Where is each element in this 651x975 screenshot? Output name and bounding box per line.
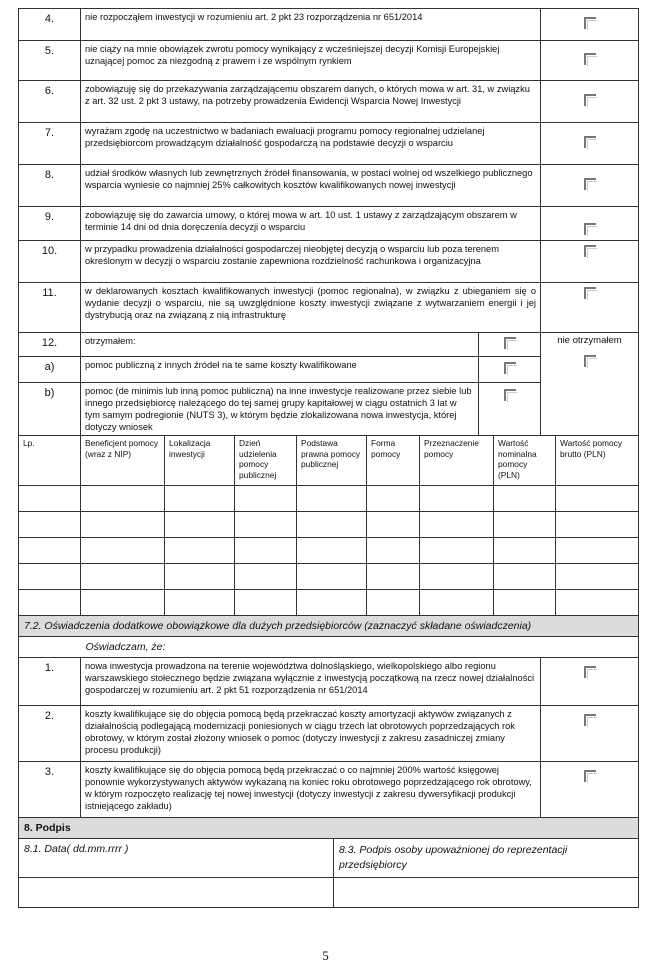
- aid-table-cell[interactable]: [19, 564, 81, 590]
- row-number: a): [19, 357, 81, 383]
- aid-table-cell[interactable]: [81, 590, 165, 616]
- declaration-row: [19, 165, 639, 207]
- aid-table-cell[interactable]: [494, 590, 556, 616]
- checkbox-icon: [584, 94, 596, 106]
- form-page: [18, 8, 638, 908]
- row-text: koszty kwalifikujące się do objęcia pomocą będą przekraczać koszty amortyzacji aktywów związanych z działalnością podlegającą modernizacji poniesionych w ciągu trzech lat obrotowych poprzedzających rok obrotowy, w którym został złożony wniosek o pomoc (dotyczy inwestycji z zakresu zasadniczej zmiany procesu produkcji): [81, 706, 541, 762]
- aid-table-cell[interactable]: [297, 538, 367, 564]
- not-received-checkbox[interactable]: [545, 355, 634, 370]
- row-text: otrzymałem:: [81, 333, 479, 357]
- row-text: nowa inwestycja prowadzona na terenie województwa dolnośląskiego, wielkopolskiego albo regionu warszawskiego stołecznego będzie związana wyłącznie z inwestycją początkową na rzecz nowej działalności gospodarczej w rozumieniu art. 2 pkt 51 rozporządzenia nr 651/2014: [81, 658, 541, 706]
- signature-label: 8.3. Podpis osoby upoważnionej do reprezentacji przedsiębiorcy: [334, 839, 639, 878]
- row-text: w przypadku prowadzenia działalności gospodarczej nieobjętej decyzją o wsparciu lub poza terenem określonym w decyzji o wsparciu zostanie zapewniona rozdzielność rachunkowa i organizacyjna: [81, 241, 541, 283]
- not-received-cell: [541, 333, 639, 436]
- aid-table-row: [19, 486, 639, 512]
- aid-table-cell[interactable]: [297, 564, 367, 590]
- aid-table-cell[interactable]: [19, 512, 81, 538]
- row-text: udział środków własnych lub zewnętrznych źródeł finansowania, w postaci wolnej od wszelkiego publicznego wsparcia wyniesie co najmniej 25% całkowitych kosztów kwalifikowanych nowej inwestycji: [81, 165, 541, 207]
- declaration-checkbox[interactable]: [541, 123, 639, 165]
- row-number: b): [19, 383, 81, 436]
- aid-table-row: [19, 590, 639, 616]
- checkbox-icon: [584, 223, 596, 235]
- aid-table-cell[interactable]: [235, 512, 297, 538]
- declaration-checkbox[interactable]: [541, 81, 639, 123]
- checkbox-icon: [584, 17, 596, 29]
- declaration-checkbox[interactable]: [541, 9, 639, 41]
- row-number: 10.: [19, 241, 81, 283]
- date-field[interactable]: [19, 878, 334, 908]
- row-text: pomoc (de minimis lub inną pomoc publiczną) na inne inwestycje realizowane przez siebie lub innego przedsiębiorcę należącego do tej samej grupy kapitałowej w ciągu ostatnich 3 lat w tym samym podregionie (NUTS 3), w którym będzie zlokalizowana nowa inwestycja, której dotyczy wniosek: [81, 383, 479, 436]
- aid-table-cell[interactable]: [494, 564, 556, 590]
- aid-table-cell[interactable]: [81, 512, 165, 538]
- aid-table-cell[interactable]: [420, 486, 494, 512]
- aid-table-cell[interactable]: [494, 486, 556, 512]
- aid-column-header: Podstawa prawna pomocy publicznej: [297, 436, 367, 486]
- row-number: 8.: [19, 165, 81, 207]
- row-number: 12.: [19, 333, 81, 357]
- row-text: nie rozpocząłem inwestycji w rozumieniu art. 2 pkt 23 rozporządzenia nr 651/2014: [81, 9, 541, 41]
- checkbox-icon: [584, 666, 596, 678]
- row-number: 1.: [19, 658, 81, 706]
- aid-table-cell[interactable]: [165, 538, 235, 564]
- row-number: 5.: [19, 41, 81, 81]
- checkbox-icon: [584, 355, 596, 367]
- aid-table-row: [19, 564, 639, 590]
- aid-table-cell[interactable]: [556, 486, 639, 512]
- declaration-row: [19, 283, 639, 333]
- aid-table-cell[interactable]: [494, 512, 556, 538]
- page-number: 5: [322, 948, 329, 963]
- declaration-checkbox[interactable]: [541, 41, 639, 81]
- declaration-row: [19, 241, 639, 283]
- aid-column-header: Forma pomocy: [367, 436, 420, 486]
- aid-table-cell[interactable]: [19, 538, 81, 564]
- row-number: 2.: [19, 706, 81, 762]
- declaration-checkbox[interactable]: [541, 283, 639, 333]
- declaration-checkbox[interactable]: [541, 762, 639, 818]
- row-text: zobowiązuję się do zawarcia umowy, o której mowa w art. 10 ust. 1 ustawy z zarządzającym obszarem w terminie 14 dni od dnia doręczenia decyzji o wsparciu: [81, 207, 541, 241]
- received-checkbox[interactable]: [479, 333, 541, 357]
- signature-table: [18, 817, 639, 908]
- aid-table-cell[interactable]: [235, 564, 297, 590]
- declaration-row: [19, 123, 639, 165]
- aid-table-cell[interactable]: [367, 512, 420, 538]
- aid-column-header: Beneficjent pomocy (wraz z NIP): [81, 436, 165, 486]
- declaration-checkbox[interactable]: [541, 165, 639, 207]
- date-label: 8.1. Data( dd.mm.rrrr ): [19, 839, 334, 878]
- row-b-checkbox[interactable]: [479, 383, 541, 436]
- aid-table-cell[interactable]: [235, 538, 297, 564]
- aid-table-cell[interactable]: [81, 486, 165, 512]
- row-number: 7.: [19, 123, 81, 165]
- row-number: 9.: [19, 207, 81, 241]
- aid-table-cell[interactable]: [494, 538, 556, 564]
- section-intro: Oświadczam, że:: [81, 637, 639, 658]
- aid-table-cell[interactable]: [420, 564, 494, 590]
- declaration-row: [19, 207, 639, 241]
- aid-table-cell[interactable]: [297, 590, 367, 616]
- checkbox-icon: [584, 53, 596, 65]
- aid-table-cell[interactable]: [556, 538, 639, 564]
- aid-table-cell[interactable]: [235, 486, 297, 512]
- aid-table-cell[interactable]: [297, 486, 367, 512]
- declaration-row: [19, 9, 639, 41]
- not-received-label: nie otrzymałem: [557, 335, 622, 346]
- row-text: wyrażam zgodę na uczestnictwo w badaniach ewaluacji programu pomocy regionalnej udzielanej przedsiębiorcom prowadzącym działalność gospodarczą na podstawie decyzji o wsparciu: [81, 123, 541, 165]
- aid-table-cell[interactable]: [297, 512, 367, 538]
- aid-table-cell[interactable]: [19, 486, 81, 512]
- section-title: 7.2. Oświadczenia dodatkowe obowiązkowe dla dużych przedsiębiorców (zaznaczyć składane oświadczenia): [19, 616, 639, 637]
- aid-column-header: Przeznaczenie pomocy: [420, 436, 494, 486]
- row-text: nie ciąży na mnie obowiązek zwrotu pomocy wynikający z wcześniejszej decyzji Komisji Europejskiej uznającej pomoc za niezgodną z prawem i ze wspólnym rynkiem: [81, 41, 541, 81]
- row-number: 4.: [19, 9, 81, 41]
- aid-table-cell[interactable]: [367, 590, 420, 616]
- aid-table-cell[interactable]: [420, 590, 494, 616]
- section-7-2-table: [18, 615, 639, 818]
- checkbox-icon: [584, 178, 596, 190]
- aid-table-row: [19, 538, 639, 564]
- aid-table-cell[interactable]: [81, 564, 165, 590]
- declaration-checkbox[interactable]: [541, 706, 639, 762]
- declaration-checkbox[interactable]: [541, 207, 639, 241]
- aid-table-cell[interactable]: [367, 486, 420, 512]
- checkbox-icon: [504, 389, 516, 401]
- received-aid-table: [18, 332, 639, 436]
- declaration-checkbox[interactable]: [541, 241, 639, 283]
- checkbox-icon: [584, 136, 596, 148]
- aid-table-cell[interactable]: [165, 564, 235, 590]
- aid-table-cell[interactable]: [420, 512, 494, 538]
- checkbox-icon: [584, 245, 596, 257]
- aid-table-cell[interactable]: [556, 564, 639, 590]
- additional-declaration-row: [19, 762, 639, 818]
- declaration-checkbox[interactable]: [541, 658, 639, 706]
- row-number: 6.: [19, 81, 81, 123]
- aid-details-table: [18, 435, 639, 616]
- aid-table-cell[interactable]: [235, 590, 297, 616]
- checkbox-icon: [504, 362, 516, 374]
- additional-declaration-row: [19, 706, 639, 762]
- row-a-checkbox[interactable]: [479, 357, 541, 383]
- checkbox-icon: [584, 287, 596, 299]
- aid-table-row: [19, 512, 639, 538]
- aid-table-cell[interactable]: [165, 590, 235, 616]
- row-text: zobowiązuję się do przekazywania zarządzającemu obszarem danych, o których mowa w art. 31, w związku z art. 32 ust. 2 pkt 3 ustawy, na potrzeby prowadzenia Ewidencji Wsparcia Nowej Inwestycji: [81, 81, 541, 123]
- signature-field[interactable]: [334, 878, 639, 908]
- declarations-table: [18, 8, 639, 333]
- row-text: w deklarowanych kosztach kwalifikowanych inwestycji (pomoc regionalna), w związku z ubieganiem się o wydanie decyzji o wsparciu, nie są uwzględnione koszty inwestycji związane z wytwarzaniem energii i jej dystrybucją oraz na związaną z nią infrastrukturę: [81, 283, 541, 333]
- aid-table-cell[interactable]: [556, 590, 639, 616]
- row-number: 3.: [19, 762, 81, 818]
- row-text: pomoc publiczną z innych źródeł na te same koszty kwalifikowane: [81, 357, 479, 383]
- aid-table-cell[interactable]: [165, 486, 235, 512]
- aid-column-header: Dzień udzielenia pomocy publicznej: [235, 436, 297, 486]
- row-number: 11.: [19, 283, 81, 333]
- aid-table-cell[interactable]: [367, 564, 420, 590]
- aid-table-cell[interactable]: [556, 512, 639, 538]
- section-title: 8. Podpis: [19, 818, 639, 839]
- declaration-row: [19, 81, 639, 123]
- aid-table-cell[interactable]: [420, 538, 494, 564]
- aid-table-cell[interactable]: [165, 512, 235, 538]
- aid-table-cell[interactable]: [367, 538, 420, 564]
- aid-column-header: Wartość nominalna pomocy (PLN): [494, 436, 556, 486]
- declaration-row: [19, 41, 639, 81]
- aid-table-cell[interactable]: [81, 538, 165, 564]
- checkbox-icon: [504, 337, 516, 349]
- aid-column-header: Lokalizacja inwestycji: [165, 436, 235, 486]
- aid-column-header: Wartość pomocy brutto (PLN): [556, 436, 639, 486]
- checkbox-icon: [584, 714, 596, 726]
- aid-column-header: Lp.: [19, 436, 81, 486]
- aid-table-cell[interactable]: [19, 590, 81, 616]
- checkbox-icon: [584, 770, 596, 782]
- additional-declaration-row: [19, 658, 639, 706]
- row-text: koszty kwalifikujące się do objęcia pomocą będą przekraczać o co najmniej 200% wartość księgowej ponownie wykorzystywanych aktywów wykazaną na koniec roku obrotowego poprzedzającego rok obrotowy, w którym rozpoczęto realizację tej nowej inwestycji (dotyczy inwestycji z zakresu dywersyfikacji produkcji istniejącego zakładu): [81, 762, 541, 818]
